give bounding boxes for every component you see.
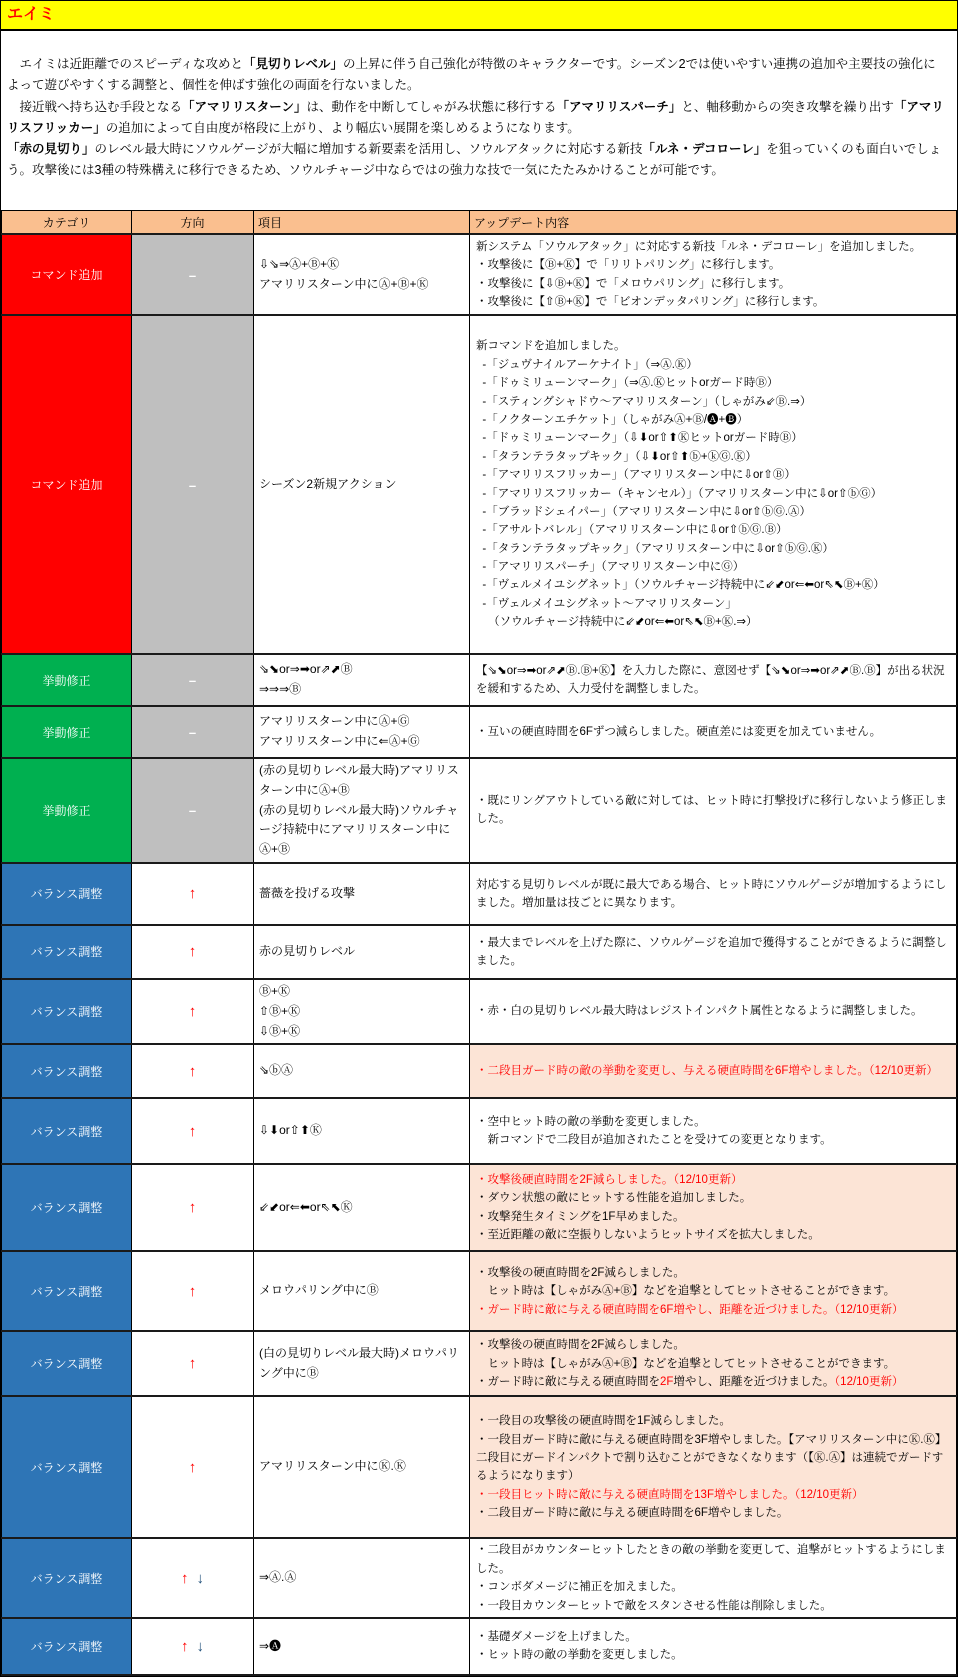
item-cell xyxy=(254,758,470,863)
item-command-line: メロウパリング中にⒷ xyxy=(259,1283,379,1298)
text-segment: ・攻撃発生タイミングを1F早めました。 xyxy=(476,1210,685,1223)
category-cell: バランス調整 xyxy=(2,863,132,925)
text-segment: -「タランテラタップキック」（アマリリスターン中に⇩or⇧ⓑⒼ.Ⓚ） xyxy=(476,542,834,555)
update-line xyxy=(476,448,952,466)
update-line xyxy=(476,275,952,293)
direction-cell xyxy=(132,706,254,758)
update-line xyxy=(476,662,952,699)
no-direction-dash: – xyxy=(188,673,197,688)
update-line xyxy=(476,1541,952,1578)
text-segment: ・二段目がカウンターヒットしたときの敵の挙動を変更して、追撃がヒットするようにしました。 xyxy=(476,1544,946,1575)
update-line xyxy=(476,876,952,913)
update-content-cell xyxy=(470,758,957,863)
text-segment: ヒット時は【しゃがみⒶ+Ⓑ】などを追撃としてヒットさせることができます。 xyxy=(476,1357,896,1370)
page-title: エイミ xyxy=(1,1,957,31)
update-line xyxy=(476,337,952,355)
text-segment: 「アマリリスフリッカー」 xyxy=(7,99,944,135)
item-cell xyxy=(254,1538,470,1618)
direction-cell xyxy=(132,654,254,706)
buff-up-arrow-icon: ↑ xyxy=(188,1458,197,1476)
update-line xyxy=(476,1171,952,1189)
text-segment: 「ルネ・デコローレ」 xyxy=(642,142,767,156)
update-text-red: ・攻撃後硬直時間を2F減らしました。（12/10更新） xyxy=(476,1174,743,1187)
direction-cell xyxy=(132,1044,254,1098)
text-segment: ・互いの硬直時間を6Fずつ減らしました。硬直差には変更を加えていません。 xyxy=(476,725,882,738)
text-segment: 新コマンドで二段目が追加されたことを受けての変更となります。 xyxy=(476,1134,832,1147)
table-row xyxy=(2,706,957,758)
update-line xyxy=(476,1282,952,1300)
item-command-line: ⇒🅐 xyxy=(259,1638,282,1653)
table-row xyxy=(2,758,957,863)
update-line xyxy=(476,595,952,613)
text-segment: ・至近距離の敵に空振りしないようヒットサイズを拡大しました。 xyxy=(476,1229,820,1242)
text-segment: ・一段目ガード時に敵に与える硬直時間を3F増やしました。【アマリリスターン中にⓀ.Ⓚ】二段目にガードインパクトで割り込むことができなくなります（【Ⓚ.Ⓐ】は連続でガードするようになります） xyxy=(476,1433,947,1483)
text-segment: ヒット時は【しゃがみⒶ+Ⓑ】などを追撃としてヒットさせることができます。 xyxy=(476,1285,896,1298)
update-line xyxy=(476,238,952,256)
text-segment: -「ヴェルメイユシグネット」（ソウルチャージ持続中に⇙⬋or⇐⬅or⇖⬉Ⓑ+Ⓚ） xyxy=(476,579,885,592)
direction-cell xyxy=(132,1396,254,1538)
item-cell xyxy=(254,1618,470,1675)
update-line xyxy=(476,393,952,411)
table-row xyxy=(2,1538,957,1618)
update-line xyxy=(476,1264,952,1282)
update-line xyxy=(476,411,952,429)
update-line xyxy=(476,558,952,576)
text-segment: ・ガード時に敵に与える硬直時間を xyxy=(476,1376,660,1389)
direction-cell xyxy=(132,979,254,1044)
item-command-line: ⇘ⓑⒶ xyxy=(259,1063,294,1078)
no-direction-dash: – xyxy=(188,803,197,819)
category-cell: コマンド追加 xyxy=(2,234,132,315)
update-line xyxy=(476,466,952,484)
direction-cell xyxy=(132,1251,254,1331)
update-text-red: ・ガード時に敵に与える硬直時間を6F増やし、距離を近づけました。（12/10更新） xyxy=(476,1303,904,1316)
buff-up-arrow-icon: ↑ xyxy=(181,1637,189,1655)
item-cell xyxy=(254,315,470,654)
item-cell xyxy=(254,1331,470,1396)
text-segment: -「ヴェルメイユシグネット～アマリリスターン」 xyxy=(476,597,737,610)
direction-cell xyxy=(132,1098,254,1164)
update-line xyxy=(476,1578,952,1596)
item-command-line: アマリリスターン中にⓀ.Ⓚ xyxy=(259,1459,406,1474)
text-segment: と、軸移動からの突き攻撃を繰り出す xyxy=(681,99,894,114)
text-segment: -「スティングシャドウ～アマリリスターン」（しゃがみ⇙Ⓑ.⇒） xyxy=(476,395,812,408)
text-segment: -「アマリリスフリッカー（キャンセル）」（アマリリスターン中に⇩or⇧ⓑⒼ） xyxy=(476,487,883,500)
text-segment: のレベル最大時にソウルゲージが大幅に増加する新要素を活用し、ソウルアタックに対応する新技 xyxy=(94,142,643,156)
update-content-cell xyxy=(470,1098,957,1164)
item-cell xyxy=(254,979,470,1044)
category-cell: バランス調整 xyxy=(2,1538,132,1618)
table-row xyxy=(2,979,957,1044)
category-cell: バランス調整 xyxy=(2,1164,132,1251)
update-content-cell xyxy=(470,1164,957,1251)
text-segment: ・攻撃後に【⇩Ⓑ+Ⓚ】で「メロウパリング」に移行します。 xyxy=(476,277,791,290)
table-row xyxy=(2,1396,957,1538)
table-row xyxy=(2,315,957,654)
category-cell: バランス調整 xyxy=(2,1396,132,1538)
header-item: 項目 xyxy=(254,211,470,235)
direction-cell xyxy=(132,315,254,654)
update-content-cell xyxy=(470,1618,957,1675)
buff-up-arrow-icon: ↑ xyxy=(188,1199,197,1217)
text-segment: 対応する見切りレベルが既に最大である場合、ヒット時にソウルゲージが増加するようにしました。増加量は技ごとに異なります。 xyxy=(476,878,947,909)
text-segment: 新コマンドを追加しました。 xyxy=(476,340,626,353)
table-row xyxy=(2,654,957,706)
item-command-line: ⇩⬇or⇧⬆Ⓚ xyxy=(259,1123,322,1138)
update-line xyxy=(476,1373,952,1391)
intro-text xyxy=(1,31,957,210)
text-segment: ・攻撃後に【Ⓑ+Ⓚ】で「リリトパリング」に移行します。 xyxy=(476,259,781,272)
text-segment: 「アマリリスパーチ」 xyxy=(556,99,682,114)
item-cell xyxy=(254,1251,470,1331)
direction-cell xyxy=(132,1164,254,1251)
update-line xyxy=(476,256,952,274)
text-segment: -「ブラッドシェイパー」（アマリリスターン中に⇩or⇧ⓑⒼ.Ⓐ） xyxy=(476,505,812,518)
update-content-cell xyxy=(470,925,957,979)
update-content-cell xyxy=(470,1538,957,1618)
intro-paragraph xyxy=(7,139,945,182)
category-cell: 挙動修正 xyxy=(2,654,132,706)
text-segment: の追加によって自由度が格段に上がり、より幅広い展開を楽しめるようになります。 xyxy=(105,120,580,135)
table-header-row xyxy=(2,211,957,235)
item-command-line: 薔薇を投げる攻撃 xyxy=(259,886,356,901)
text-segment: -「ジュヴナイルアーケナイト」（⇒Ⓐ.Ⓚ） xyxy=(476,358,698,371)
item-command-line: アマリリスターン中にⒶ+Ⓖ xyxy=(259,714,410,729)
text-segment: -「タランテラタップキック」（⇩⬇or⇧⬆ⓑ+ⓚⒼ.Ⓚ） xyxy=(476,450,757,463)
text-segment: ・二段目ガード時に敵に与える硬直時間を6F増やしました。 xyxy=(476,1507,789,1520)
update-text-red: ・一段目ヒット時に敵に与える硬直時間を13F増やしました。（12/10更新） xyxy=(476,1488,864,1501)
update-content-cell xyxy=(470,863,957,925)
update-line xyxy=(476,1062,952,1080)
text-segment: （ソウルチャージ持続中に⇙⬋or⇐⬅or⇖⬉Ⓑ+Ⓚ.⇒） xyxy=(476,616,758,629)
table-row xyxy=(2,1044,957,1098)
text-segment: ・ダウン状態の敵にヒットする性能を追加しました。 xyxy=(476,1192,752,1205)
buff-up-arrow-icon: ↑ xyxy=(188,1122,197,1140)
text-segment: は、動作を中断してしゃがみ状態に移行する xyxy=(306,99,557,114)
item-command-line: Ⓑ+Ⓚ xyxy=(259,983,291,998)
text-segment: 新システム「ソウルアタック」に対応する新技「ルネ・デコローレ」を追加しました。 xyxy=(476,240,922,253)
item-cell xyxy=(254,706,470,758)
text-segment: -「ドゥミリューンマーク」（⇩⬇or⇧⬆Ⓚヒットorガード時Ⓑ） xyxy=(476,432,803,445)
text-segment: -「アマリリスパーチ」（アマリリスターン中にⒼ） xyxy=(476,561,745,574)
text-segment: ・一段目カウンターヒットで敵をスタンさせる性能は削除しました。 xyxy=(476,1599,832,1612)
item-command-line: (赤の見切りレベル最大時)アマリリスターン中にⒶ+Ⓑ xyxy=(259,763,459,797)
update-line xyxy=(476,356,952,374)
table-row xyxy=(2,863,957,925)
text-segment: ・ヒット時の敵の挙動を変更しました。 xyxy=(476,1649,683,1662)
update-line xyxy=(476,576,952,594)
update-line xyxy=(476,1002,952,1020)
update-content-cell xyxy=(470,1396,957,1538)
nerf-down-arrow-icon: ↓ xyxy=(196,1637,204,1655)
update-content-cell xyxy=(470,315,957,654)
table-row xyxy=(2,1618,957,1675)
buff-up-arrow-icon: ↑ xyxy=(188,885,197,903)
update-content-cell xyxy=(470,234,957,315)
update-line xyxy=(476,503,952,521)
category-cell: バランス調整 xyxy=(2,1251,132,1331)
item-cell xyxy=(254,863,470,925)
text-segment: ・攻撃後の硬直時間を2F減らしました。 xyxy=(476,1266,685,1279)
update-line xyxy=(476,1131,952,1149)
update-line xyxy=(476,429,952,447)
intro-paragraph xyxy=(7,54,945,97)
direction-cell xyxy=(132,1331,254,1396)
category-cell: バランス調整 xyxy=(2,1098,132,1164)
text-segment: -「アマリリスフリッカー」（アマリリスターン中に⇩or⇧Ⓑ） xyxy=(476,469,796,482)
item-cell xyxy=(254,925,470,979)
update-line xyxy=(476,1412,952,1430)
update-line xyxy=(476,1301,952,1319)
buff-up-arrow-icon: ↑ xyxy=(188,1003,197,1021)
update-content-cell xyxy=(470,1044,957,1098)
update-line xyxy=(476,934,952,971)
update-line xyxy=(476,1113,952,1131)
item-cell xyxy=(254,1164,470,1251)
buff-up-arrow-icon: ↑ xyxy=(188,943,197,961)
table-row xyxy=(2,234,957,315)
text-segment: の上昇に伴う自己強化が特徴のキャラクターです。シーズン2では使いやすい連携の追加や主要技の強化によって遊びやすくする調整と、個性を伸ばす強化の両面を行ないました。 xyxy=(7,57,936,93)
table-row xyxy=(2,1164,957,1251)
text-segment: ・一段目の攻撃後の硬直時間を1F減らしました。 xyxy=(476,1415,731,1428)
no-direction-dash: – xyxy=(188,725,197,740)
update-content-cell xyxy=(470,706,957,758)
direction-cell xyxy=(132,1538,254,1618)
header-direction: 方向 xyxy=(132,211,254,235)
nerf-down-arrow-icon: ↓ xyxy=(196,1569,204,1587)
item-command-line: ⇙⬋or⇐⬅or⇖⬉Ⓚ xyxy=(259,1199,353,1214)
update-line xyxy=(476,374,952,392)
buff-up-arrow-icon: ↑ xyxy=(188,1062,197,1080)
update-line xyxy=(476,1486,952,1504)
text-segment: 増やし、距離を近づけました。 xyxy=(673,1376,835,1389)
text-segment: 接近戦へ持ち込む手段となる xyxy=(7,99,183,114)
update-line xyxy=(476,540,952,558)
text-segment: 【⇘⬊or⇒➡or⇗⬈Ⓑ.Ⓑ+Ⓚ】を入力した際に、意図せず【⇘⬊or⇒➡or⇗⬈Ⓑ.Ⓑ】が出る状況を緩和するため、入力受付を調整しました。 xyxy=(476,664,945,695)
text-segment: -「ドゥミリューンマーク」（⇒Ⓐ.Ⓚヒットorガード時Ⓑ） xyxy=(476,377,779,390)
item-cell xyxy=(254,1044,470,1098)
category-cell: バランス調整 xyxy=(2,1618,132,1675)
update-text-red: ・二段目ガード時の敵の挙動を変更し、与える硬直時間を6F増やしました。（12/10更新） xyxy=(476,1065,938,1078)
item-command-line: ⇩⇘⇒Ⓐ+Ⓑ+Ⓚ xyxy=(259,256,340,271)
item-command-line: ⇩Ⓑ+Ⓚ xyxy=(259,1023,301,1038)
category-cell: バランス調整 xyxy=(2,1044,132,1098)
item-command-line: (赤の見切りレベル最大時)ソウルチャージ持続中にアマリリスターン中にⒶ+Ⓑ xyxy=(259,802,459,857)
category-cell: バランス調整 xyxy=(2,1331,132,1396)
buff-up-arrow-icon: ↑ xyxy=(181,1569,189,1587)
category-cell: コマンド追加 xyxy=(2,315,132,654)
update-line xyxy=(476,723,952,741)
item-cell xyxy=(254,1098,470,1164)
item-command-line: ⇒Ⓐ.Ⓐ xyxy=(259,1570,297,1585)
item-command-line: アマリリスターン中にⒶ+Ⓑ+Ⓚ xyxy=(259,276,429,291)
table-row xyxy=(2,925,957,979)
no-direction-dash: – xyxy=(188,477,197,493)
direction-cell xyxy=(132,925,254,979)
intro-paragraph xyxy=(7,97,945,140)
update-line xyxy=(476,1628,952,1646)
category-cell: バランス調整 xyxy=(2,925,132,979)
text-segment: を狙っていくのも面白いでしょう。攻撃後には3種の特殊構えに移行できるため、ソウルチャージ中ならではの強力な技で一気にたたみかけることが可能です。 xyxy=(7,142,942,178)
table-row xyxy=(2,1331,957,1396)
text-segment: 「アマリリスターン」 xyxy=(182,99,307,114)
update-content-cell xyxy=(470,654,957,706)
text-segment: ・攻撃後の硬直時間を2F減らしました。 xyxy=(476,1339,685,1352)
update-line xyxy=(476,1431,952,1486)
item-command-line: ⇧Ⓑ+Ⓚ xyxy=(259,1003,301,1018)
direction-cell xyxy=(132,863,254,925)
direction-cell xyxy=(132,1618,254,1675)
item-command-line: 赤の見切りレベル xyxy=(259,944,356,959)
category-cell: 挙動修正 xyxy=(2,758,132,863)
update-line xyxy=(476,792,952,829)
update-line xyxy=(476,521,952,539)
text-segment: ・既にリングアウトしている敵に対しては、ヒット時に打撃投げに移行しないよう修正しました。 xyxy=(476,795,947,826)
item-cell xyxy=(254,234,470,315)
category-cell: バランス調整 xyxy=(2,979,132,1044)
category-cell: 挙動修正 xyxy=(2,706,132,758)
item-command-line: (白の見切りレベル最大時)メロウパリング中にⒷ xyxy=(259,1346,459,1380)
update-text-red: 2F xyxy=(660,1376,674,1389)
update-line xyxy=(476,1355,952,1373)
item-cell xyxy=(254,654,470,706)
direction-cell xyxy=(132,234,254,315)
header-content: アップデート内容 xyxy=(470,211,957,235)
update-line xyxy=(476,485,952,503)
item-cell xyxy=(254,1396,470,1538)
update-content-cell xyxy=(470,979,957,1044)
update-line xyxy=(476,1208,952,1226)
item-command-line: シーズン2新規アクション xyxy=(259,476,397,491)
update-line xyxy=(476,1226,952,1244)
header-category: カテゴリ xyxy=(2,211,132,235)
update-text-red: （12/10更新） xyxy=(834,1376,904,1389)
text-segment: ・基礎ダメージを上げました。 xyxy=(476,1631,637,1644)
buff-up-arrow-icon: ↑ xyxy=(188,1282,197,1300)
update-content-cell xyxy=(470,1331,957,1396)
text-segment: ・最大までレベルを上げた際に、ソウルゲージを追加で獲得することができるように調整しました。 xyxy=(476,936,947,967)
update-content-cell xyxy=(470,1251,957,1331)
update-line xyxy=(476,1336,952,1354)
text-segment: 「見切りレベル」 xyxy=(243,57,344,71)
table-row xyxy=(2,1251,957,1331)
update-line xyxy=(476,1189,952,1207)
text-segment: -「アサルトバレル」（アマリリスターン中に⇩or⇧ⓑⒼ.Ⓑ） xyxy=(476,524,788,537)
direction-cell xyxy=(132,758,254,863)
item-command-line: アマリリスターン中に⇐Ⓐ+Ⓖ xyxy=(259,734,420,748)
update-line xyxy=(476,1504,952,1522)
text-segment: 「赤の見切り」 xyxy=(7,142,95,156)
buff-up-arrow-icon: ↑ xyxy=(188,1355,197,1373)
text-segment: ・コンボダメージに補正を加えました。 xyxy=(476,1581,683,1594)
item-command-line: ⇘⬊or⇒➡or⇗⬈Ⓑ xyxy=(259,662,353,677)
text-segment: -「ノクターンエチケット」（しゃがみⒶ+Ⓑ/🅐+🅑） xyxy=(476,413,749,426)
text-segment: ・赤・白の見切りレベル最大時はレジストインパクト属性となるように調整しました。 xyxy=(476,1005,923,1018)
update-line xyxy=(476,613,952,631)
item-command-line: ⇒⇒⇒Ⓑ xyxy=(259,682,302,696)
patch-table xyxy=(1,210,957,1676)
update-line xyxy=(476,1646,952,1664)
update-line xyxy=(476,1597,952,1615)
table-row xyxy=(2,1098,957,1164)
text-segment: エイミは近距離でのスピーディな攻めと xyxy=(7,57,244,71)
text-segment: ・攻撃後に【⇧Ⓑ+Ⓚ】で「ビオンデッタパリング」に移行します。 xyxy=(476,295,825,308)
update-line xyxy=(476,293,952,311)
no-direction-dash: – xyxy=(188,267,197,283)
text-segment: ・空中ヒット時の敵の挙動を変更しました。 xyxy=(476,1115,706,1128)
